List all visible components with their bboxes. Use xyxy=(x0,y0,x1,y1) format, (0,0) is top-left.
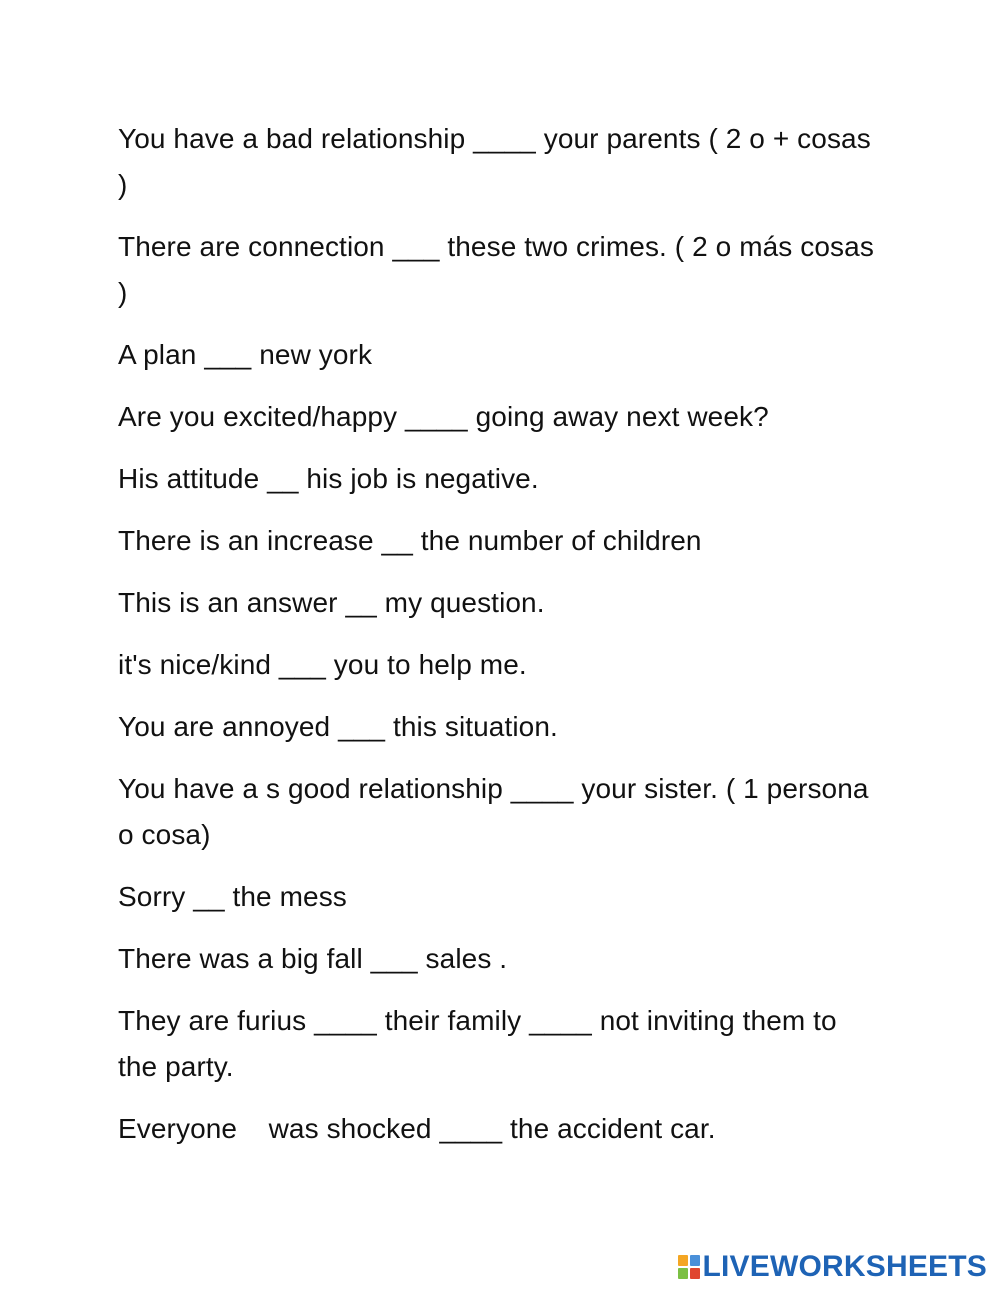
exercise-sentence-6: There is an increase __ the number of children xyxy=(118,525,702,556)
brand-label: LIVEWORKSHEETS xyxy=(702,1250,987,1283)
exercise-sentence-3: A plan ___ new york xyxy=(118,339,373,370)
exercise-sentence-8: it's nice/kind ___ you to help me. xyxy=(118,649,527,680)
worksheet-body xyxy=(118,116,882,1168)
exercise-sentence-4: Are you excited/happy ____ going away next week? xyxy=(118,401,769,432)
exercise-sentence-9: You are annoyed ___ this situation. xyxy=(118,711,558,742)
exercise-sentence-13: They are furius ____ their family ____ not inviting them to the party. xyxy=(118,1005,845,1082)
exercise-sentence-5: His attitude __ his job is negative. xyxy=(118,463,539,494)
exercise-sentence-10: You have a s good relationship ____ your sister. ( 1 persona o cosa) xyxy=(118,773,877,850)
exercise-sentence-11: Sorry __ the mess xyxy=(118,881,347,912)
exercise-sentence-1: You have a bad relationship ____ your parents ( 2 o + cosas ) xyxy=(118,123,879,200)
liveworksheets-brand xyxy=(678,1250,988,1284)
exercise-sentence-12: There was a big fall ___ sales . xyxy=(118,943,508,974)
logo-square-1 xyxy=(678,1255,688,1266)
logo-square-2 xyxy=(690,1255,700,1266)
exercise-sentence-7: This is an answer __ my question. xyxy=(118,587,545,618)
exercise-sentence-14: Everyone was shocked ____ the accident car. xyxy=(118,1113,716,1144)
liveworksheets-logo-icon xyxy=(678,1255,700,1279)
logo-square-4 xyxy=(690,1268,700,1279)
exercise-sentence-2: There are connection ___ these two crimes. ( 2 o más cosas ) xyxy=(118,231,882,308)
logo-square-3 xyxy=(678,1268,688,1279)
